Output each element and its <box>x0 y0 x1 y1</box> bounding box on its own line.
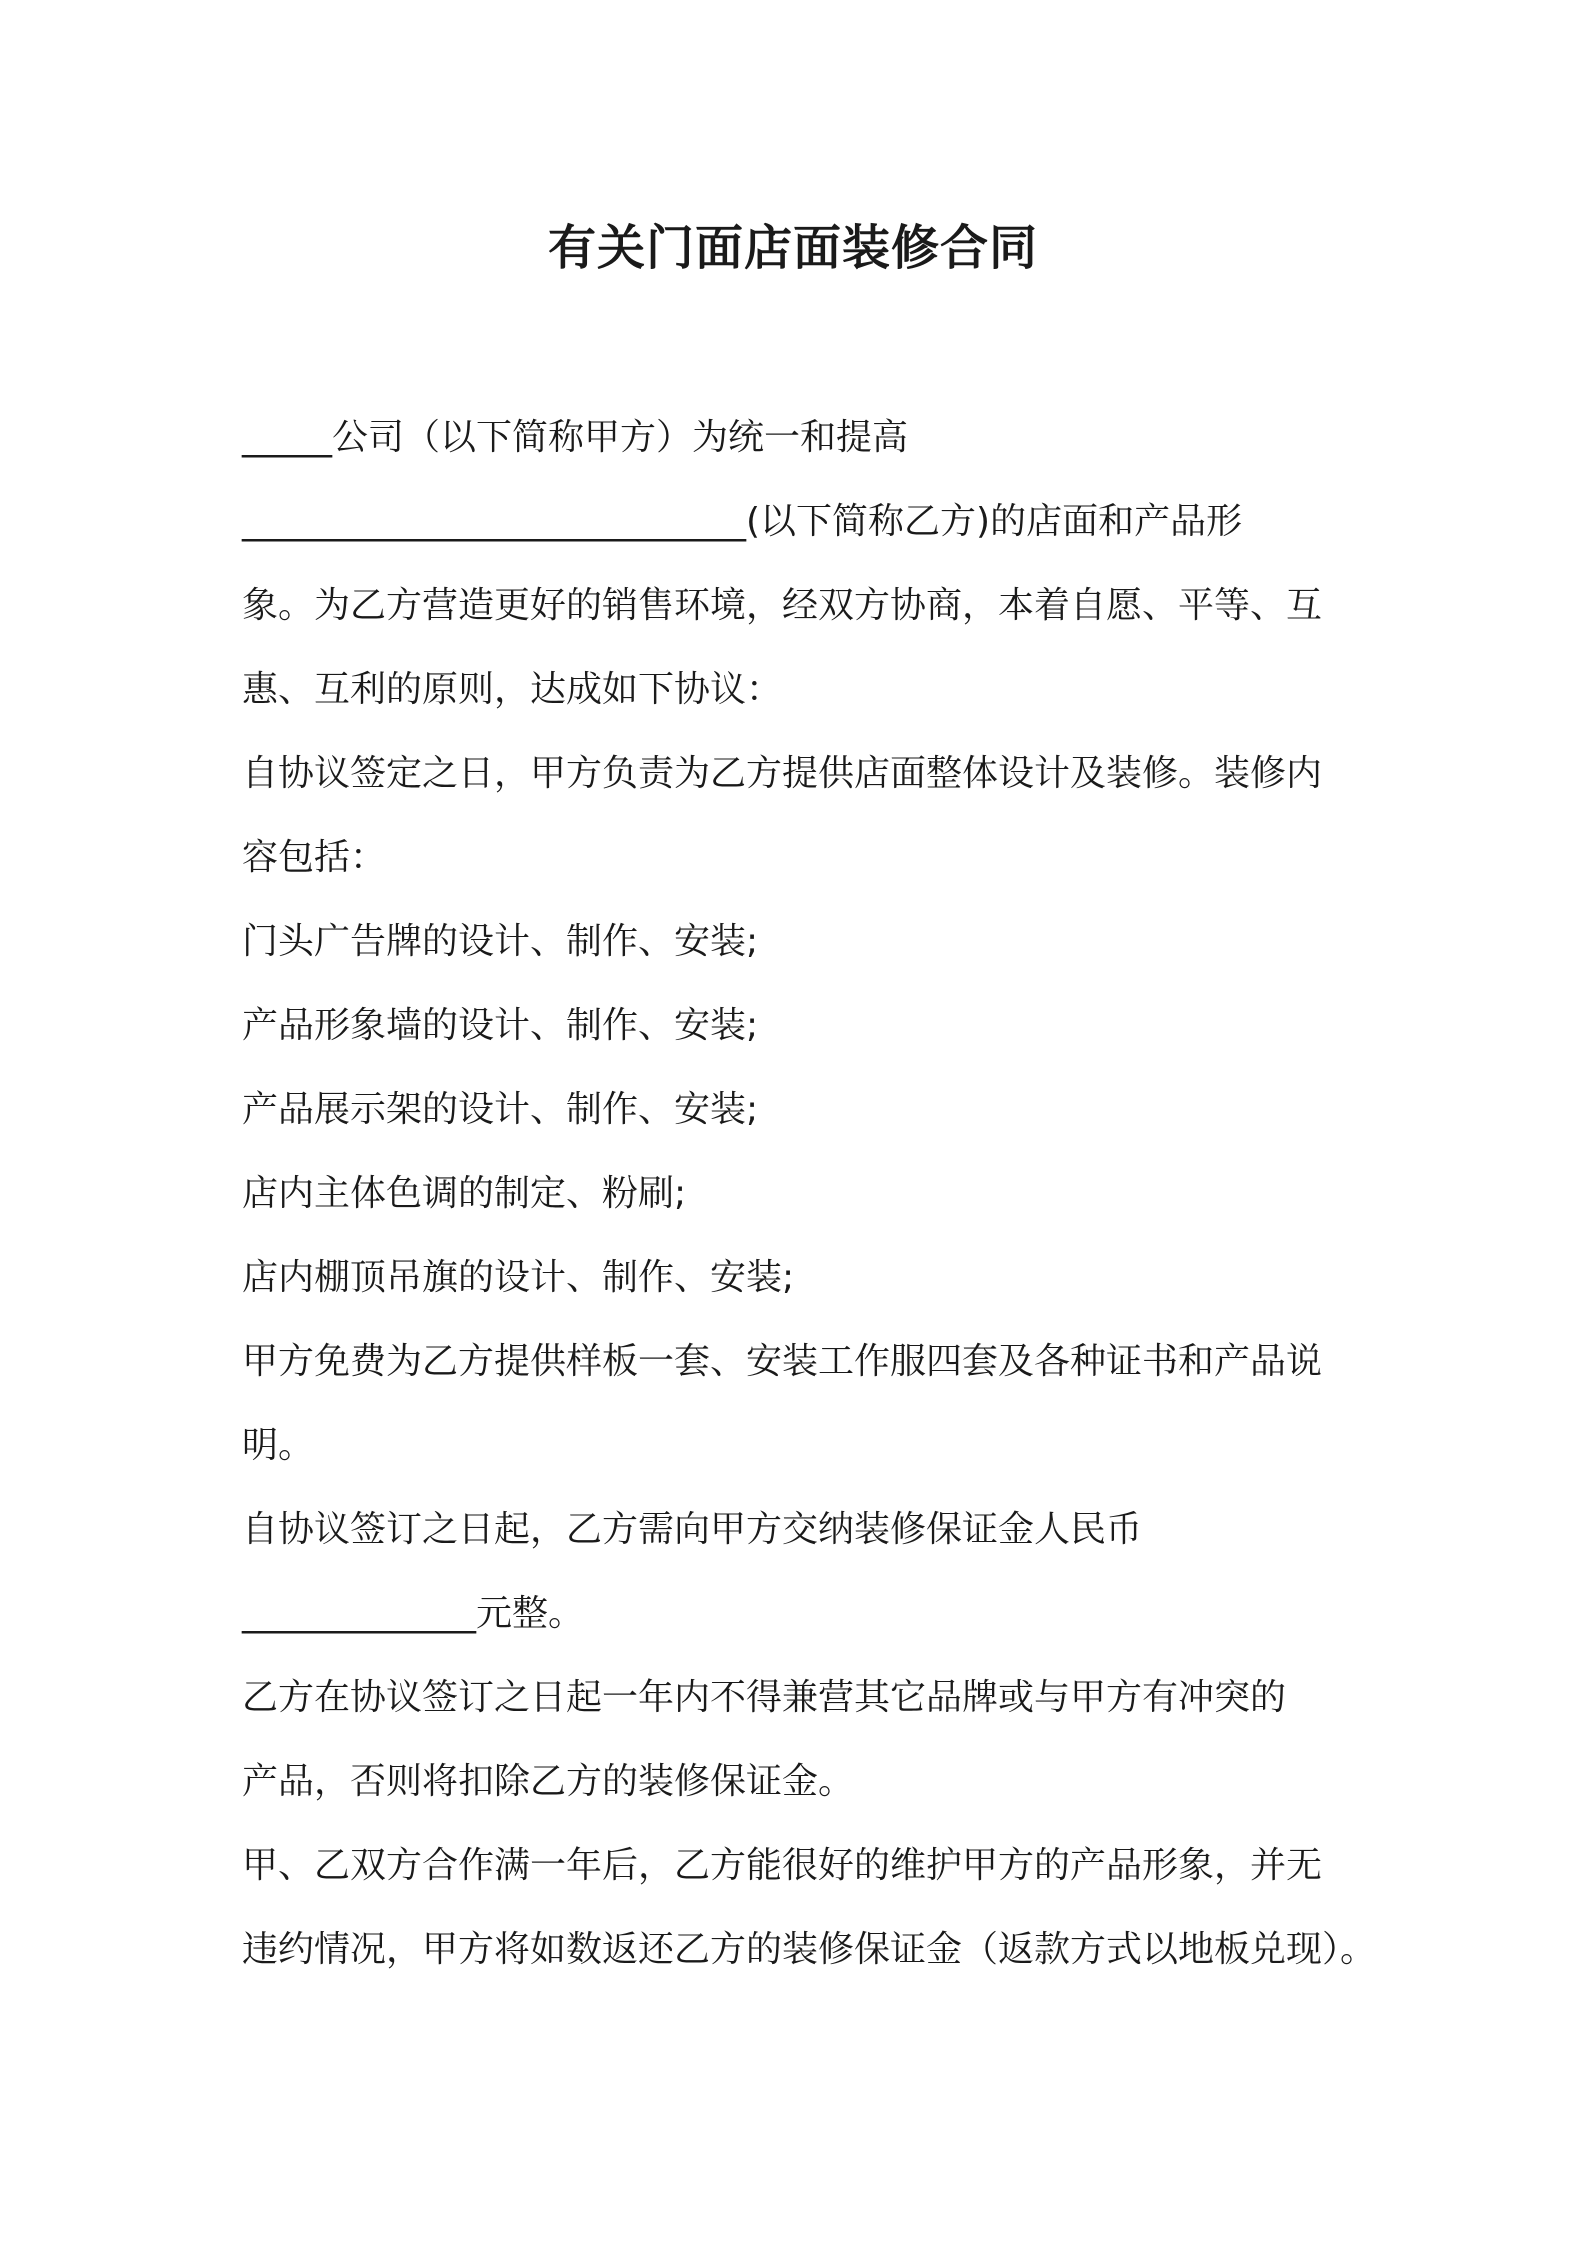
paragraph-line: ____________________________(以下简称乙方)的店面和产品形 <box>242 501 1243 542</box>
paragraph-line: 违约情况，甲方将如数返还乙方的装修保证金（返款方式以地板兑现）。 <box>242 1929 1377 1970</box>
paragraph-line: 容包括： <box>242 837 387 878</box>
list-item: 产品形象墙的设计、制作、安装; <box>242 1005 759 1046</box>
paragraph-line: 象。为乙方营造更好的销售环境，经双方协商，本着自愿、平等、互 <box>242 585 1323 626</box>
paragraph-line: 产品，否则将扣除乙方的装修保证金。 <box>242 1761 855 1802</box>
list-item: 门头广告牌的设计、制作、安装; <box>242 921 759 962</box>
paragraph-line: 乙方在协议签订之日起一年内不得兼营其它品牌或与甲方有冲突的 <box>242 1677 1287 1718</box>
paragraph-line: 甲方免费为乙方提供样板一套、安装工作服四套及各种证书和产品说 <box>242 1341 1323 1382</box>
paragraph-line: 自协议签订之日起，乙方需向甲方交纳装修保证金人民币 <box>242 1509 1143 1550</box>
list-item: 产品展示架的设计、制作、安装; <box>242 1089 759 1130</box>
paragraph-line: _____公司（以下简称甲方）为统一和提高 <box>242 417 909 458</box>
list-item: 店内主体色调的制定、粉刷; <box>242 1173 687 1214</box>
list-item: 店内棚顶吊旗的设计、制作、安装; <box>242 1257 795 1298</box>
paragraph-line: 自协议签定之日，甲方负责为乙方提供店面整体设计及装修。装修内 <box>242 753 1323 794</box>
document-body <box>242 396 1377 1992</box>
document-title: 有关门面店面装修合同 <box>547 220 1038 276</box>
paragraph-line: 甲、乙双方合作满一年后，乙方能很好的维护甲方的产品形象，并无 <box>242 1845 1323 1886</box>
paragraph-line: 明。 <box>242 1425 315 1466</box>
paragraph-line: _____________元整。 <box>242 1593 585 1634</box>
paragraph-line: 惠、互利的原则，达成如下协议： <box>242 669 783 710</box>
